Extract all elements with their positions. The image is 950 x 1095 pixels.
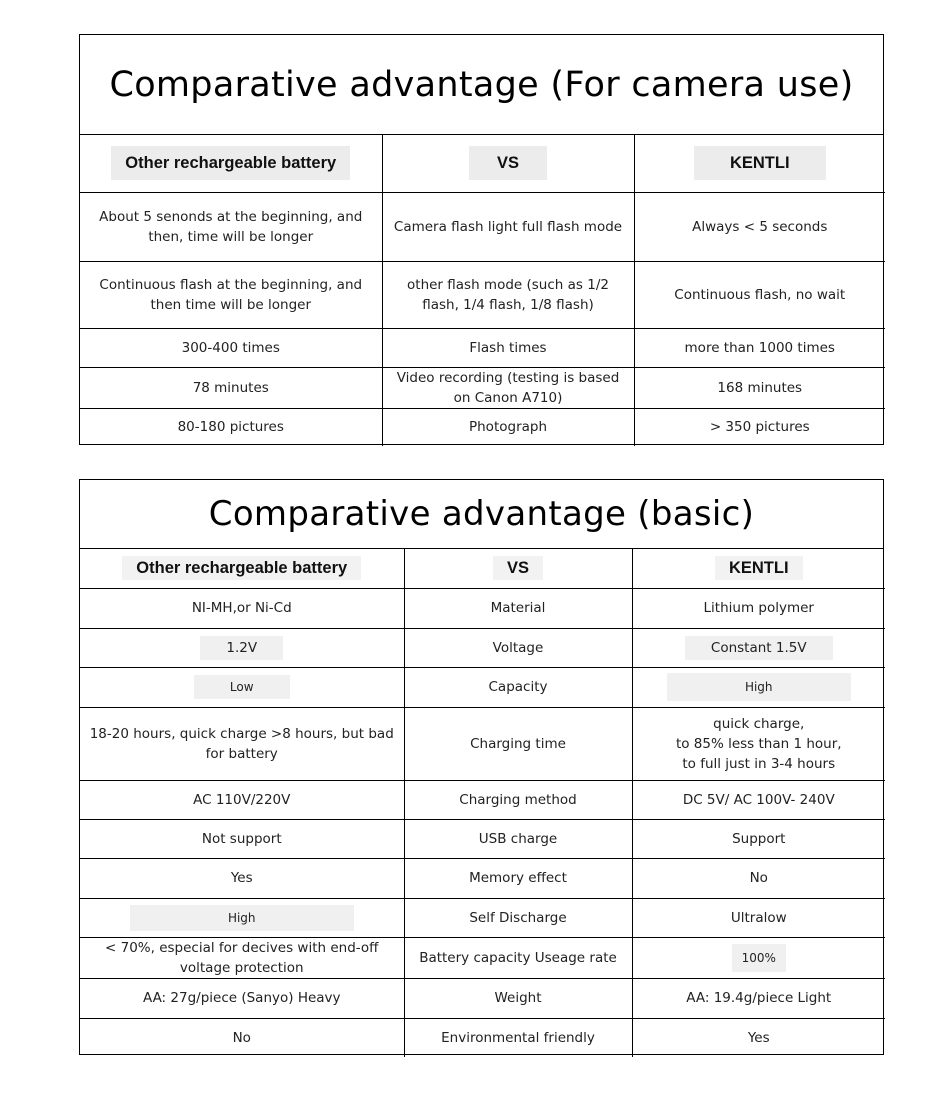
cell-feature: Charging time bbox=[404, 707, 632, 780]
table-row bbox=[80, 898, 885, 937]
cell-other: 78 minutes bbox=[80, 367, 382, 408]
cell-other: About 5 senonds at the beginning, and then, time will be longer bbox=[80, 192, 382, 261]
cell-other: 300-400 times bbox=[80, 328, 382, 367]
cell-feature: Environmental friendly bbox=[404, 1018, 632, 1057]
cell-feature: Voltage bbox=[404, 628, 632, 667]
table-row bbox=[80, 261, 885, 328]
cell-feature: Self Discharge bbox=[404, 898, 632, 937]
cell-other: AC 110V/220V bbox=[80, 780, 404, 819]
cell-feature: Video recording (testing is based on Canon A710) bbox=[382, 367, 634, 408]
table-row bbox=[80, 978, 885, 1018]
cell-other: 18-20 hours, quick charge >8 hours, but bad for battery bbox=[80, 707, 404, 780]
header-other-battery: Other rechargeable battery bbox=[80, 135, 382, 192]
table-row bbox=[80, 367, 885, 408]
cell-other: Low bbox=[80, 667, 404, 707]
cell-feature: Weight bbox=[404, 978, 632, 1018]
cell-feature: Camera flash light full flash mode bbox=[382, 192, 634, 261]
header-kentli: KENTLI bbox=[632, 549, 885, 588]
cell-kentli: Continuous flash, no wait bbox=[634, 261, 885, 328]
table-row bbox=[80, 819, 885, 858]
cell-kentli: Always < 5 seconds bbox=[634, 192, 885, 261]
cell-kentli: Support bbox=[632, 819, 885, 858]
table-row bbox=[80, 707, 885, 780]
cell-other: 80-180 pictures bbox=[80, 408, 382, 446]
cell-kentli: more than 1000 times bbox=[634, 328, 885, 367]
cell-kentli: Ultralow bbox=[632, 898, 885, 937]
cell-other: 1.2V bbox=[80, 628, 404, 667]
header-other-battery: Other rechargeable battery bbox=[80, 549, 404, 588]
cell-kentli: Yes bbox=[632, 1018, 885, 1057]
cell-kentli: Constant 1.5V bbox=[632, 628, 885, 667]
table-header-row bbox=[80, 549, 885, 588]
header-vs: VS bbox=[404, 549, 632, 588]
cell-kentli: > 350 pictures bbox=[634, 408, 885, 446]
cell-feature: other flash mode (such as 1/2 flash, 1/4 flash, 1/8 flash) bbox=[382, 261, 634, 328]
cell-kentli: Lithium polymer bbox=[632, 588, 885, 628]
cell-other: High bbox=[80, 898, 404, 937]
table-row bbox=[80, 328, 885, 367]
cell-kentli: High bbox=[632, 667, 885, 707]
cell-feature: Memory effect bbox=[404, 858, 632, 898]
cell-feature: USB charge bbox=[404, 819, 632, 858]
cell-other: No bbox=[80, 1018, 404, 1057]
cell-kentli: AA: 19.4g/piece Light bbox=[632, 978, 885, 1018]
table-row bbox=[80, 628, 885, 667]
cell-other: AA: 27g/piece (Sanyo) Heavy bbox=[80, 978, 404, 1018]
cell-other: Yes bbox=[80, 858, 404, 898]
camera-comparison-title: Comparative advantage (For camera use) bbox=[80, 35, 883, 135]
cell-other: Not support bbox=[80, 819, 404, 858]
cell-other: < 70%, especial for decives with end-off voltage protection bbox=[80, 937, 404, 978]
cell-kentli: quick charge, to 85% less than 1 hour, to full just in 3-4 hours bbox=[632, 707, 885, 780]
cell-feature: Charging method bbox=[404, 780, 632, 819]
basic-comparison-title: Comparative advantage (basic) bbox=[80, 480, 883, 549]
basic-comparison-table bbox=[80, 549, 885, 1057]
table-row bbox=[80, 408, 885, 446]
table-row bbox=[80, 588, 885, 628]
cell-other: NI-MH,or Ni-Cd bbox=[80, 588, 404, 628]
cell-feature: Flash times bbox=[382, 328, 634, 367]
camera-comparison-table bbox=[80, 135, 885, 446]
table-row bbox=[80, 192, 885, 261]
header-vs: VS bbox=[382, 135, 634, 192]
cell-feature: Material bbox=[404, 588, 632, 628]
cell-feature: Capacity bbox=[404, 667, 632, 707]
camera-comparison-panel bbox=[79, 34, 884, 445]
header-kentli: KENTLI bbox=[634, 135, 885, 192]
cell-kentli: No bbox=[632, 858, 885, 898]
cell-other: Continuous flash at the beginning, and then time will be longer bbox=[80, 261, 382, 328]
table-row bbox=[80, 858, 885, 898]
basic-comparison-panel bbox=[79, 479, 884, 1055]
cell-kentli: 168 minutes bbox=[634, 367, 885, 408]
table-row bbox=[80, 937, 885, 978]
cell-kentli: DC 5V/ AC 100V- 240V bbox=[632, 780, 885, 819]
table-row bbox=[80, 780, 885, 819]
table-row bbox=[80, 1018, 885, 1057]
cell-feature: Battery capacity Useage rate bbox=[404, 937, 632, 978]
cell-feature: Photograph bbox=[382, 408, 634, 446]
table-header-row bbox=[80, 135, 885, 192]
table-row bbox=[80, 667, 885, 707]
cell-kentli: 100% bbox=[632, 937, 885, 978]
